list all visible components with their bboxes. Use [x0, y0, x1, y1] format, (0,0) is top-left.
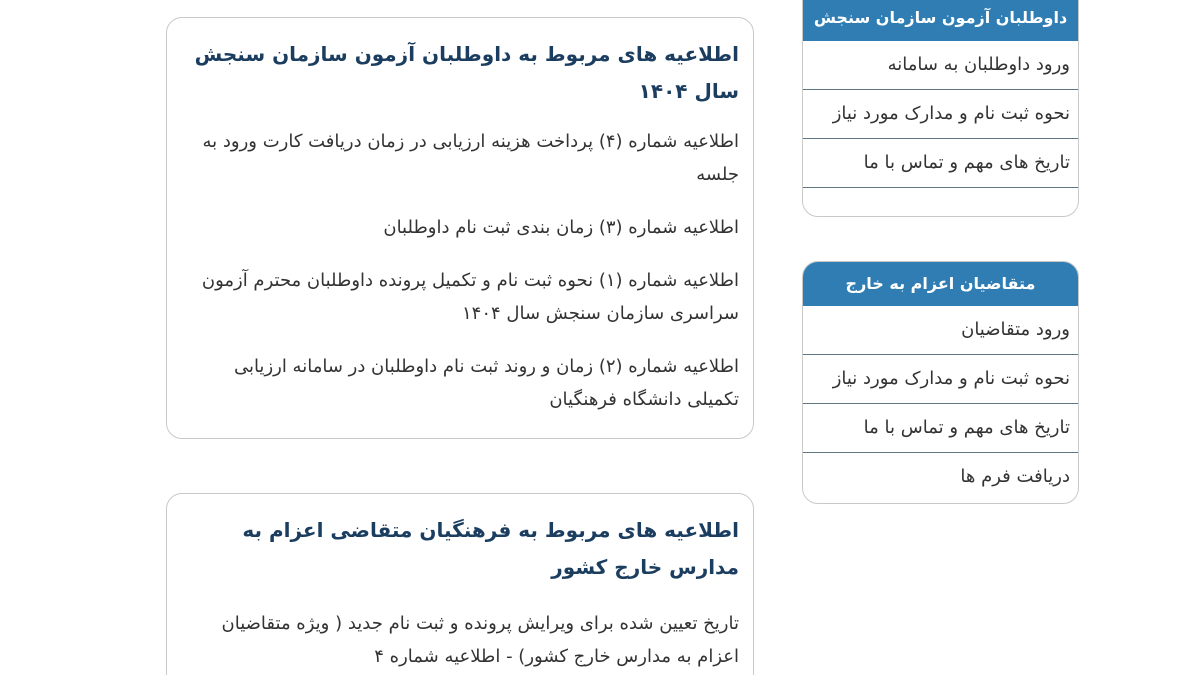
panel-title: اطلاعیه های مربوط به داوطلبان آزمون سازمان سنجش سال ۱۴۰۴ [194, 42, 739, 103]
sidebar-item-download-forms[interactable]: دریافت فرم ها [960, 466, 1070, 487]
sidebar-item-registration-guide[interactable]: نحوه ثبت نام و مدارک مورد نیاز [803, 90, 1078, 139]
sidebar-item-registration-guide[interactable]: نحوه ثبت نام و مدارک مورد نیاز [803, 355, 1078, 404]
panel-title: اطلاعیه های مربوط به فرهنگیان متقاضی اعزام به مدارس خارج کشور [242, 518, 739, 579]
announcement-list [181, 125, 739, 416]
announcement-link[interactable]: اطلاعیه شماره (۲) زمان و روند ثبت نام داوطلبان در سامانه ارزیابی تکمیلی دانشگاه فرهنگیان [233, 356, 739, 410]
announcements-panel-abroad-teachers [166, 493, 754, 675]
announcements-panel-applicants [166, 17, 754, 439]
announcement-link[interactable]: اطلاعیه شماره (۳) زمان بندی ثبت نام داوطلبان [383, 217, 739, 238]
sidebar-item-dates-contact[interactable]: تاریخ های مهم و تماس با ما [803, 139, 1078, 188]
sidebar-item-dates-contact[interactable]: تاریخ های مهم و تماس با ما [803, 404, 1078, 453]
sidebar-card-applicants [802, 0, 1079, 217]
announcement-link[interactable]: اطلاعیه شماره (۱) نحوه ثبت نام و تکمیل پرونده داوطلبان محترم آزمون سراسری سازمان سنجش سال ۱۴۰۴ [201, 270, 739, 324]
sidebar-card-title: داوطلبان آزمون سازمان سنجش [803, 0, 1078, 41]
sidebar-menu [803, 306, 1078, 502]
announcement-link[interactable]: اطلاعیه شماره (۴) پرداخت هزینه ارزیابی در زمان دریافت کارت ورود به جلسه [202, 131, 739, 185]
sidebar-card-title: متقاضیان اعزام به خارج [803, 262, 1078, 306]
announcement-link[interactable]: تاریخ تعیین شده برای ویرایش پرونده و ثبت نام جدید ( ویژه متقاضیان اعزام به مدارس خارج کشور) - اطلاعیه شماره ۴ [221, 613, 739, 667]
sidebar-item-applicant-login[interactable]: ورود داوطلبان به سامانه [803, 41, 1078, 90]
sidebar-item-applicant-login[interactable]: ورود متقاضیان [803, 306, 1078, 355]
sidebar-menu [803, 41, 1078, 188]
sidebar-card-abroad [802, 261, 1079, 504]
announcement-list [181, 607, 739, 673]
